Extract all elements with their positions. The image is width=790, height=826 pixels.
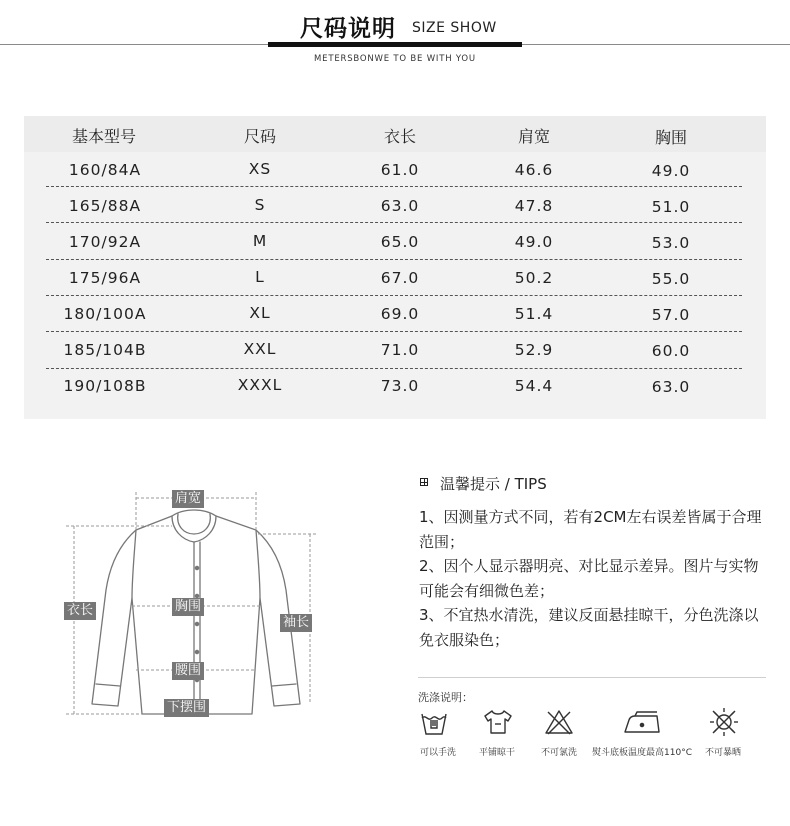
care-title: 洗涤说明： [418,691,473,704]
flat-dry-icon [483,708,513,736]
header-base-model: 基本型号 [71,127,137,146]
page-title: 尺码说明 [300,16,396,42]
cell-length: 65.0 [380,233,420,251]
diagram-label-hem: 下摆围 [164,699,209,717]
cell-size: XXL [243,340,277,358]
cell-size: XS [248,160,272,178]
cell-length: 67.0 [380,269,420,287]
page-title-english: SIZE SHOW [412,20,497,36]
cell-base-model: 160/84A [68,161,142,179]
cell-shoulder: 46.6 [514,161,554,179]
no-bleach-icon [544,708,574,736]
diagram-label-length: 衣长 [64,602,96,620]
diagram-label-chest: 胸围 [172,598,204,616]
cell-size: M [252,232,268,250]
row-divider [46,295,742,296]
cell-length: 71.0 [380,341,420,359]
cell-base-model: 165/88A [68,197,142,215]
cell-size: S [254,196,266,214]
cell-shoulder: 54.4 [514,377,554,395]
cell-chest: 63.0 [651,378,691,396]
cell-size: XL [249,304,271,322]
diagram-label-waist: 腰围 [172,662,204,680]
cell-shoulder: 50.2 [514,269,554,287]
cell-chest: 57.0 [651,306,691,324]
care-label: 可以手洗 [419,748,457,758]
row-divider [46,368,742,369]
cell-shoulder: 47.8 [514,197,554,215]
header-chest: 胸围 [654,128,688,147]
hand-wash-icon [420,708,448,736]
brand-subtitle: METERSBONWE TO BE WITH YOU [314,54,476,64]
diagram-label-sleeve: 袖长 [280,614,312,632]
garment-measurement-diagram [60,478,320,728]
cell-chest: 49.0 [651,162,691,180]
iron-icon [623,710,661,736]
cell-chest: 55.0 [651,270,691,288]
row-divider [46,331,742,332]
row-divider [46,259,742,260]
cell-chest: 51.0 [651,198,691,216]
tips-title: 温馨提示 / TIPS [440,475,547,493]
no-sun-dry-icon [708,706,740,738]
tips-list [419,505,765,652]
care-label: 不可暴晒 [704,748,742,758]
cell-shoulder: 49.0 [514,233,554,251]
cell-size: L [255,268,265,286]
cell-base-model: 180/100A [63,305,147,323]
care-label: 不可氯洗 [540,748,578,758]
cell-base-model: 190/108B [63,377,147,395]
tip-item: 1、因测量方式不同，若有2CM左右误差皆属于合理范围； [419,508,762,551]
header-size: 尺码 [243,127,277,146]
care-divider [418,677,766,678]
care-label: 平铺晾干 [478,748,516,758]
cell-length: 61.0 [380,161,420,179]
diagram-label-shoulder: 肩宽 [172,490,204,508]
row-divider [46,222,742,223]
header-shoulder: 肩宽 [517,127,551,146]
care-label: 熨斗底板温度最高110°C [592,748,692,758]
row-divider [46,186,742,187]
cell-chest: 53.0 [651,234,691,252]
cell-length: 69.0 [380,305,420,323]
header-length: 衣长 [383,127,417,146]
cell-size: XXXL [237,376,283,394]
plus-box-icon-bar [424,479,425,486]
tip-item: 2、因个人显示器明亮、对比显示差异。图片与实物可能会有细微色差； [419,557,759,600]
tip-item: 3、不宜热水清洗，建议反面悬挂晾干，分色洗涤以免衣服染色； [419,606,759,649]
cell-shoulder: 52.9 [514,341,554,359]
header-underline [268,42,522,47]
cell-length: 73.0 [380,377,420,395]
cell-chest: 60.0 [651,342,691,360]
cell-base-model: 170/92A [68,233,142,251]
cell-base-model: 175/96A [68,269,142,287]
cell-shoulder: 51.4 [514,305,554,323]
cell-base-model: 185/104B [63,341,147,359]
cell-length: 63.0 [380,197,420,215]
